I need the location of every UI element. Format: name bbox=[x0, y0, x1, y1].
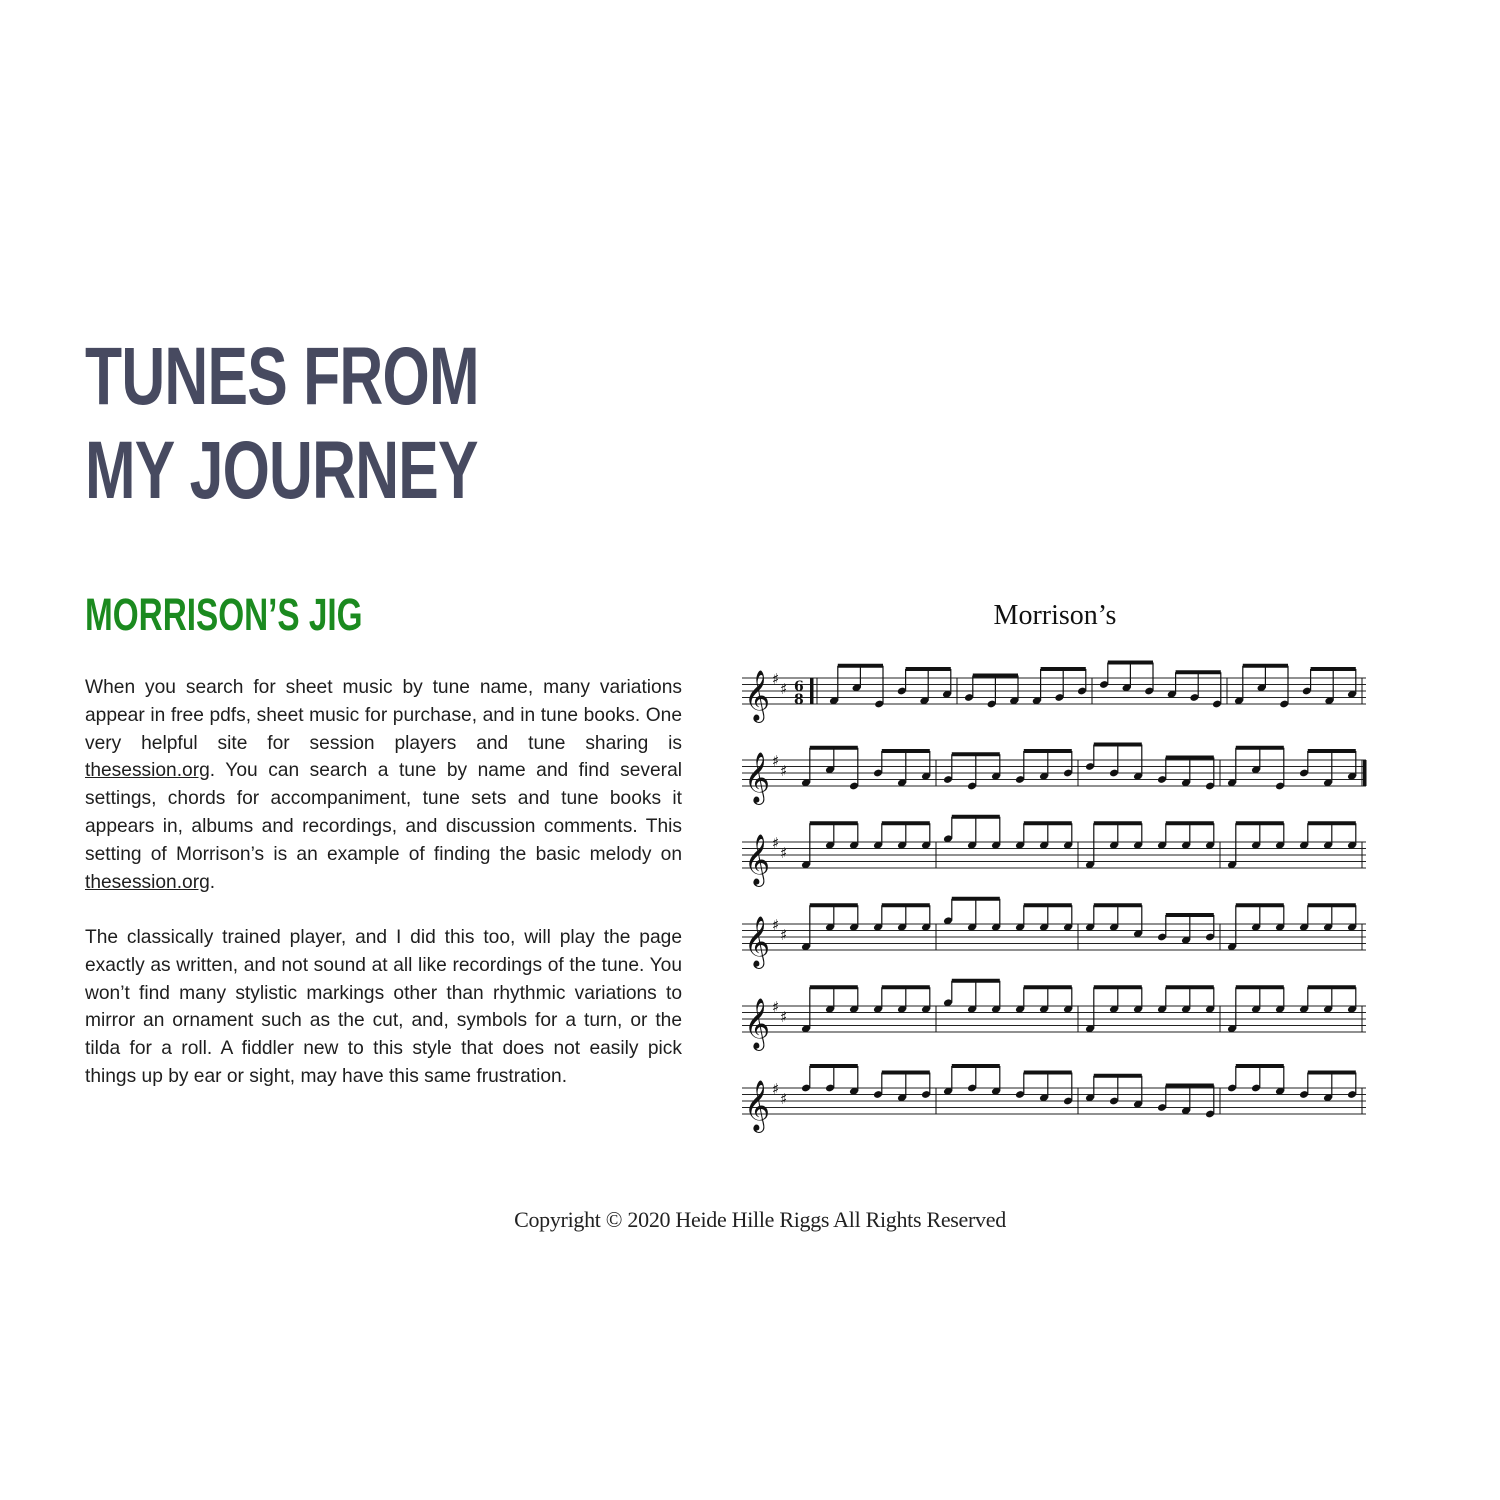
staff-line-group bbox=[742, 817, 1366, 887]
sharp-icon: ♯ bbox=[780, 680, 788, 698]
body-paragraph-1 bbox=[85, 674, 682, 896]
body-paragraph-2: The classically trained player, and I did this too, will play the page exactly as written, and not sound at all like recordings of the tune. You won’t find many stylistic markings other than rhythmic variations to mirror an ornament such as the cut, and, symbols for a turn, or the tilda for a roll. A fiddler new to this style that does not easily pick things up by ear or sight, may have this same frustration. bbox=[85, 927, 682, 1087]
staff-line-group bbox=[742, 663, 1366, 724]
thesession-link[interactable]: thesession.org bbox=[85, 760, 210, 782]
sheet-music-title: Morrison’s bbox=[993, 600, 1117, 631]
treble-clef-icon: 𝄞 bbox=[744, 670, 771, 721]
staff-line-group bbox=[742, 745, 1367, 806]
thesession-link[interactable]: thesession.org bbox=[85, 871, 210, 893]
treble-clef-icon: 𝄞 bbox=[744, 998, 771, 1049]
sharp-icon: ♯ bbox=[780, 1008, 788, 1026]
paragraph-text: When you search for sheet music by tune name, many variations appear in free pdfs, sheet music for purchase, and in tune books. One very helpful site for session players and tune sharing is bbox=[85, 677, 682, 754]
sharp-icon: ♯ bbox=[780, 926, 788, 944]
repeat-barline bbox=[810, 678, 814, 704]
treble-clef-icon: 𝄞 bbox=[744, 752, 771, 803]
staff-line-group bbox=[742, 1066, 1366, 1133]
page-title: TUNES FROM MY JOURNEY bbox=[85, 331, 479, 516]
repeat-barline bbox=[1363, 760, 1367, 786]
copyright-notice: Copyright © 2020 Heide Hille Riggs All Rights Reserved bbox=[514, 1207, 1006, 1232]
staff-line-group bbox=[742, 981, 1366, 1051]
section-heading: MORRISON’S JIG bbox=[85, 589, 363, 640]
sharp-icon: ♯ bbox=[780, 844, 788, 862]
sheet-music-score bbox=[730, 655, 1380, 1155]
sharp-icon: ♯ bbox=[772, 998, 780, 1016]
treble-clef-icon: 𝄞 bbox=[744, 1080, 771, 1131]
time-signature: 8 bbox=[794, 692, 804, 708]
sharp-icon: ♯ bbox=[772, 834, 780, 852]
paragraph-text: . bbox=[209, 871, 216, 893]
treble-clef-icon: 𝄞 bbox=[744, 916, 771, 967]
sharp-icon: ♯ bbox=[772, 752, 780, 770]
paragraph-text: . You can search a tune by name and find several settings, chords for accompaniment, tune sets and tune books it appears in, albums and recordings, and discussion comments. This setting of Morrison’s is an example of finding the basic melody on bbox=[85, 760, 682, 865]
sharp-icon: ♯ bbox=[780, 1090, 788, 1108]
sharp-icon: ♯ bbox=[772, 670, 780, 688]
sharp-icon: ♯ bbox=[780, 762, 788, 780]
sharp-icon: ♯ bbox=[772, 916, 780, 934]
staff-line-group bbox=[742, 899, 1366, 969]
treble-clef-icon: 𝄞 bbox=[744, 834, 771, 885]
time-signature: 6 bbox=[794, 679, 804, 695]
sharp-icon: ♯ bbox=[772, 1080, 780, 1098]
